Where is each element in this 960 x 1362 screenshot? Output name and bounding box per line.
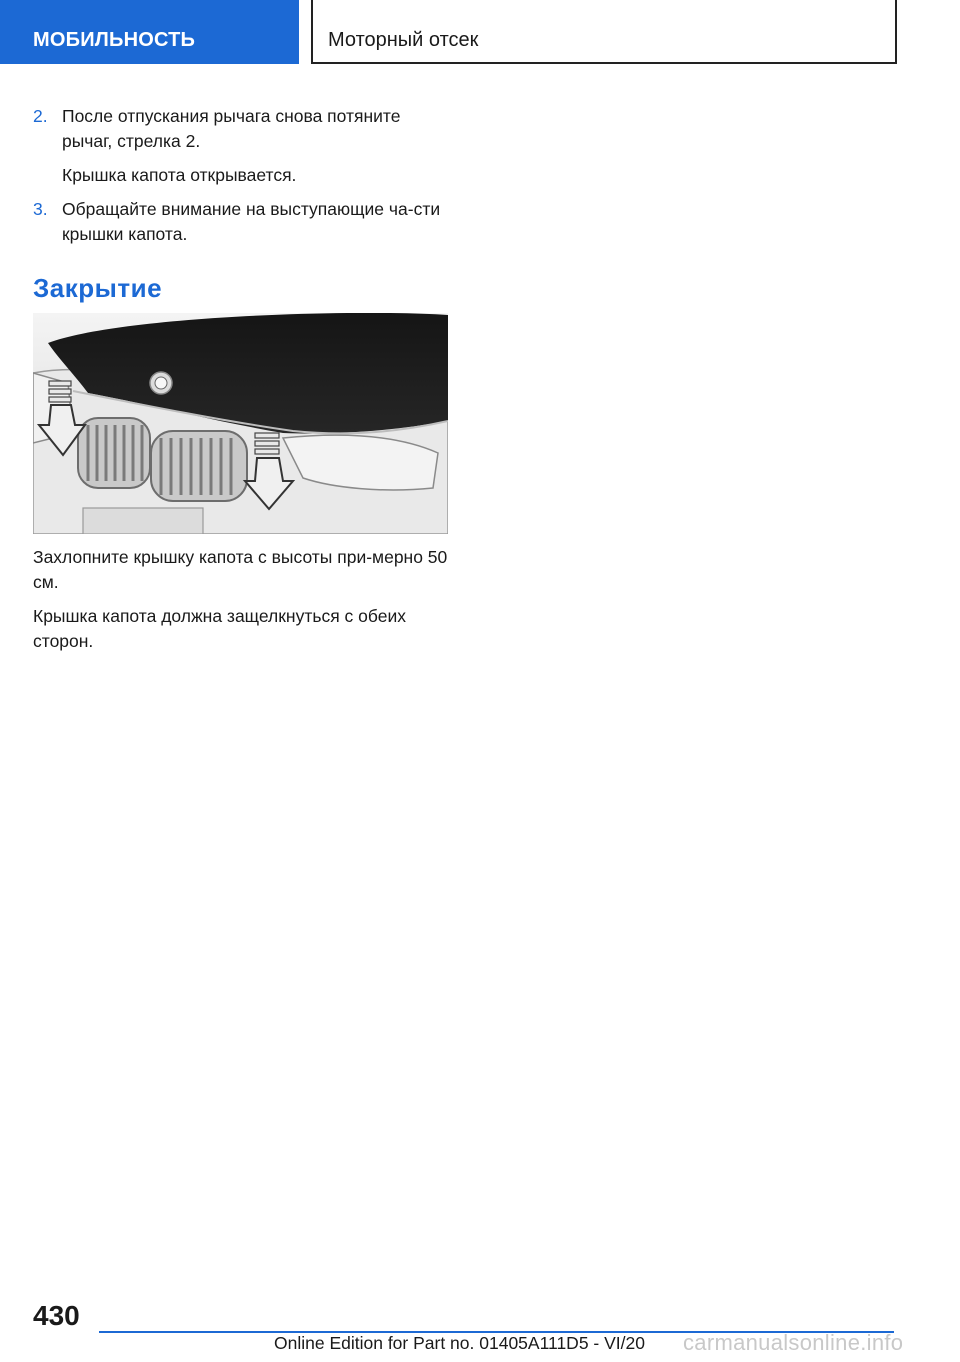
chapter-title: Моторный отсек bbox=[328, 29, 479, 51]
page-number: 430 bbox=[33, 1300, 80, 1331]
watermark: carmanualsonline.info bbox=[683, 1330, 904, 1355]
chapter-title-box bbox=[311, 0, 897, 64]
section-heading: Закрытие bbox=[33, 273, 163, 303]
paragraph: Крышка капота должна защелкнуться с обеих сторон. bbox=[33, 606, 406, 651]
step-number: 3. bbox=[33, 199, 48, 219]
closing-instructions bbox=[33, 545, 448, 663]
instructions bbox=[33, 104, 448, 307]
section-label: МОБИЛЬНОСТЬ bbox=[33, 29, 196, 51]
hood-closing-figure bbox=[33, 313, 448, 534]
section-tab bbox=[0, 0, 299, 64]
step-result: Крышка капота открывается. bbox=[62, 165, 297, 185]
step-text: Обращайте внимание на выступающие ча-сти крышки капота. bbox=[62, 199, 441, 244]
paragraph: Захлопните крышку капота с высоты при-мерно 50 см. bbox=[33, 547, 448, 592]
step-item bbox=[33, 104, 448, 154]
step-text: После отпускания рычага снова потяните рычаг, стрелка 2. bbox=[62, 106, 401, 151]
step-number: 2. bbox=[33, 106, 48, 126]
car-hood-illustration bbox=[33, 313, 448, 534]
step-item bbox=[33, 197, 448, 247]
edition-note: Online Edition for Part no. 01405A111D5 - VI/20 bbox=[274, 1333, 645, 1353]
